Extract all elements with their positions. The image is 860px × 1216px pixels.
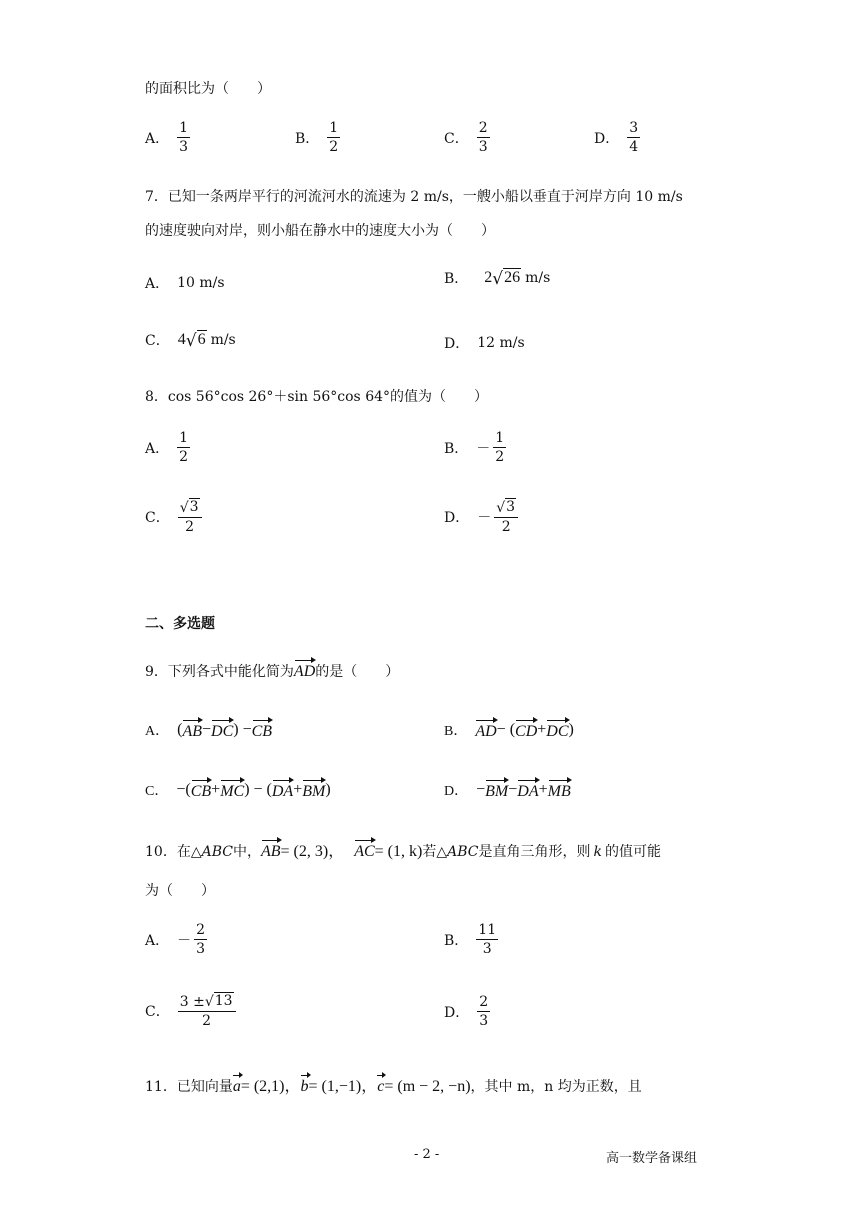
q8-option-d: D． － √ 3 2 xyxy=(444,498,518,535)
sqrt-sign: √ 3 xyxy=(496,499,516,517)
q6-stem-tail: 的面积比为（ ） xyxy=(145,81,271,97)
sqrt-sign: √ 6 xyxy=(185,330,206,351)
q10-option-d: D． $\frac{2}{3}$ xyxy=(444,994,489,1030)
q6-option-d: D． $\frac{3}{4}$ xyxy=(594,120,639,156)
q8-option-a: A． $\frac{1}{2}$ xyxy=(145,430,189,466)
section-title: 二、多选题 xyxy=(145,616,215,632)
footer-group: 高一数学备课组 xyxy=(606,1151,698,1166)
sqrt-sign: √ 3 xyxy=(179,499,199,517)
q7-option-d: D． 12 m/s xyxy=(444,335,525,352)
q8-option-b: B． － $\frac{1}{2}$ xyxy=(444,430,505,466)
q9-option-b: B． AD − ( CD + DC ) xyxy=(444,718,574,741)
page-number: - 2 - xyxy=(414,1147,440,1162)
sqrt-sign: √ 13 xyxy=(204,993,233,1011)
sqrt-sign: √ 26 xyxy=(492,268,521,289)
q6-option-b: B． $\frac{1}{2}$ xyxy=(295,120,339,156)
q10-option-c: C． 3 ± √ 13 2 xyxy=(145,992,236,1029)
q9-option-d: D． − BM − DA + MB xyxy=(444,778,571,801)
q10-stem-line1: 10．在△ABC中，AB= (2, 3)， AC= (1, k)若△ABC是直角三角形，则 k 的值可能 xyxy=(145,838,661,861)
q11-stem: 11．已知向量a= (2,1)，b= (1,−1)，c= (m − 2, −n)，其中 m，n 均为正数，且 xyxy=(145,1078,642,1095)
q10-option-a: A． － $\frac{2}{3}$ xyxy=(145,922,206,958)
q6-option-c: C． $\frac{2}{3}$ xyxy=(444,120,488,156)
q7-option-c: C． 4 √ 6 m/s xyxy=(145,330,236,351)
q8-option-c: C． √ 3 2 xyxy=(145,498,202,535)
q8-stem: 8．cos 56°cos 26°＋sin 56°cos 64°的值为（ ） xyxy=(145,389,489,405)
q7-option-a: A． 10 m/s xyxy=(145,275,225,292)
q7-stem-line1: 7．已知一条两岸平行的河流河水的流速为 2 m/s，一艘小船以垂直于河岸方向 10 m/s xyxy=(145,189,683,205)
q10-stem-line2: 为（ ） xyxy=(145,883,215,899)
q9-option-c: C． −( CB + MC ) − ( DA + BM ) xyxy=(145,778,331,801)
q9-stem: 9．下列各式中能化简为AD的是（ ） xyxy=(145,658,399,681)
q7-stem-line2: 的速度驶向对岸，则小船在静水中的速度大小为（ ） xyxy=(145,223,495,239)
q7-option-b: B． 2 √ 26 m/s xyxy=(444,268,551,289)
q10-option-b: B． $\frac{11}{3}$ xyxy=(444,922,497,958)
q6-option-a: A． $\frac{1}{3}$ xyxy=(145,120,189,156)
q9-option-a: A． ( AB − DC ) − CB xyxy=(145,718,272,741)
